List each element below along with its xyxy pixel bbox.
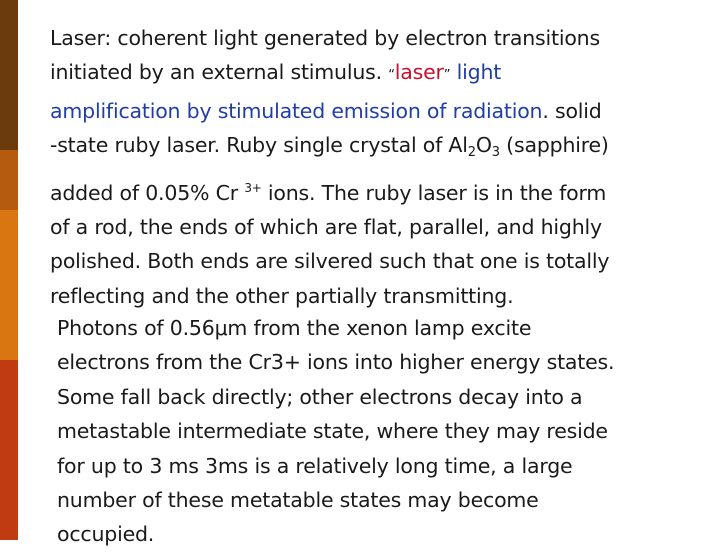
text-segment: -state ruby laser. Ruby single crystal of Al	[50, 133, 468, 158]
subscript: 2	[467, 145, 476, 161]
laser-definition-paragraph	[50, 21, 710, 313]
open-quote: “	[388, 68, 395, 84]
text-segment: initiated by an external stimulus.	[50, 60, 389, 85]
acronym-expansion: amplification by stimulated emission of radiation	[50, 98, 543, 123]
text-line: occupied.	[57, 522, 155, 547]
ruby-laser-process-paragraph	[57, 311, 712, 552]
sidebar-band-brown	[0, 150, 18, 210]
close-quote: ”	[443, 68, 451, 84]
text-line: Photons of 0.56μm from the xenon lamp excite	[57, 316, 532, 340]
sidebar-band-orange	[0, 210, 18, 360]
text-line	[50, 94, 710, 128]
decorative-sidebar	[0, 0, 18, 540]
text-segment: ions. The ruby laser is in the form	[261, 180, 607, 205]
text-line: polished. Both ends are silvered such that one is totally	[50, 249, 610, 274]
sidebar-band-dark-brown	[0, 0, 18, 150]
text-segment: . solid	[542, 98, 602, 123]
text-segment: (sapphire)	[499, 133, 609, 158]
subscript: 3	[491, 145, 500, 161]
text-segment: O	[475, 133, 492, 158]
light-term: light	[450, 60, 502, 85]
text-line	[50, 55, 710, 93]
sidebar-band-red	[0, 360, 18, 540]
text-line: Some fall back directly; other electrons decay into a	[57, 384, 583, 409]
text-line: for up to 3 ms 3ms is a relatively long time, a large	[57, 453, 573, 478]
superscript: 3+	[244, 180, 262, 195]
text-line: electrons from the Cr3+ ions into higher energy states.	[57, 350, 615, 375]
text-line	[50, 128, 710, 170]
text-segment: added of 0.05% Cr	[50, 180, 245, 205]
text-line: number of these metatable states may become	[57, 488, 539, 513]
laser-term: laser	[394, 60, 444, 85]
text-line: Laser: coherent light generated by electron transitions	[50, 26, 600, 50]
text-line: of a rod, the ends of which are flat, parallel, and highly	[50, 215, 602, 240]
text-line	[50, 171, 710, 210]
text-line: reflecting and the other partially transmitting.	[50, 283, 514, 308]
text-line: metastable intermediate state, where they may reside	[57, 419, 608, 444]
